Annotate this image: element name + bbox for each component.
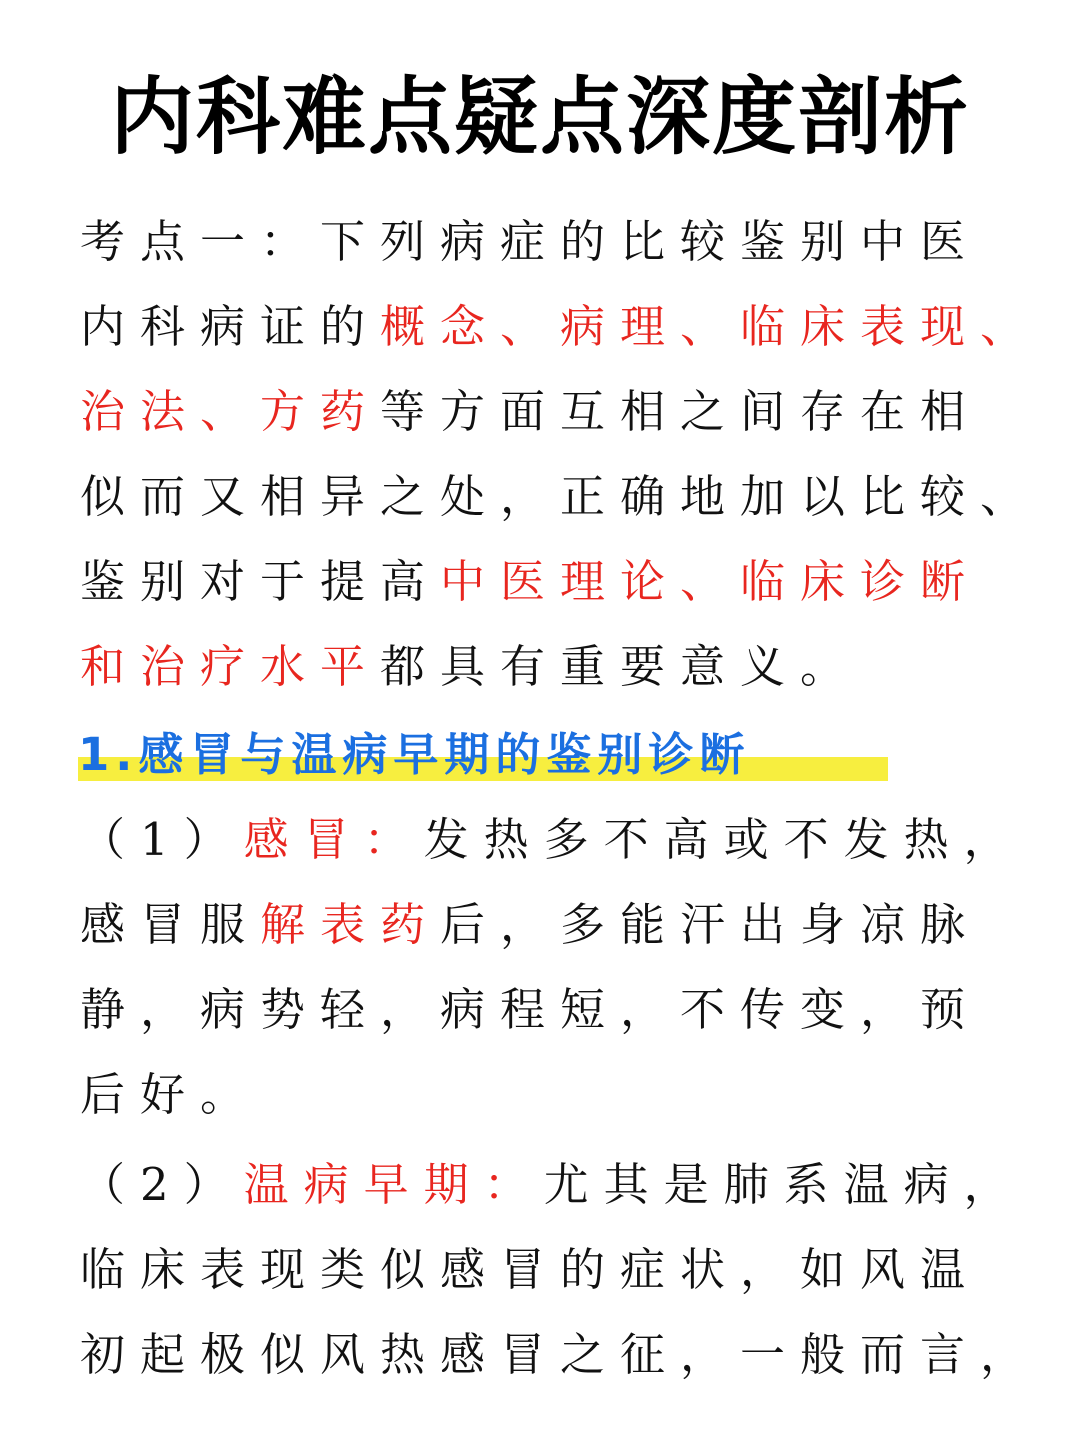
item-text: 发热多不高或不发热， — [423, 813, 1024, 866]
intro-emphasis: 中医理论、临床诊断 — [440, 555, 981, 608]
item2-line-2 — [80, 1240, 980, 1300]
intro-emphasis: 和治疗水平 — [80, 640, 381, 693]
item-text: 初起极似风热感冒之征，一般而言， — [80, 1328, 1041, 1381]
item-number: （2） — [80, 1158, 244, 1211]
item-text: 静，病势轻，病程短，不传变，预 — [80, 983, 981, 1036]
intro-emphasis: 概念、病理、临床表现、 — [380, 300, 1041, 353]
intro-line-1 — [80, 212, 980, 272]
intro-line-2 — [80, 297, 1040, 357]
intro-line-3 — [80, 382, 980, 442]
item1-line-2 — [80, 895, 980, 955]
item-term: 感冒： — [243, 813, 424, 866]
intro-line-5 — [80, 552, 980, 612]
section-heading-text: 1.感冒与温病早期的鉴别诊断 — [78, 728, 751, 781]
item-text: 后好。 — [80, 1068, 261, 1121]
item1-line-3 — [80, 980, 980, 1040]
item2-line-3 — [80, 1325, 1040, 1385]
intro-text: 内科病证的 — [80, 300, 381, 353]
item1-line-4 — [80, 1065, 260, 1125]
intro-line-6 — [80, 637, 860, 697]
item-text: 后，多能汗出身凉脉 — [440, 898, 981, 951]
intro-text: 鉴别对于提高 — [80, 555, 441, 608]
intro-text: 考点一：下列病症的比较鉴别中医 — [80, 215, 981, 268]
intro-emphasis: 治法、方药 — [80, 385, 381, 438]
item-text: 感冒服 — [80, 898, 261, 951]
item1-line-1 — [80, 810, 1024, 870]
intro-text: 似而又相异之处，正确地加以比较、 — [80, 470, 1041, 523]
item-text: 临床表现类似感冒的症状，如风温 — [80, 1243, 981, 1296]
item2-line-1 — [80, 1155, 1024, 1215]
intro-line-4 — [80, 467, 1040, 527]
intro-text: 都具有重要意义。 — [380, 640, 861, 693]
item-term: 温病早期： — [243, 1158, 544, 1211]
page-title: 内科难点疑点深度剖析 — [109, 68, 970, 166]
section-heading — [78, 723, 750, 787]
item-emphasis: 解表药 — [260, 898, 441, 951]
item-number: （1） — [80, 813, 244, 866]
item-text: 尤其是肺系温病， — [543, 1158, 1024, 1211]
intro-text: 等方面互相之间存在相 — [380, 385, 981, 438]
